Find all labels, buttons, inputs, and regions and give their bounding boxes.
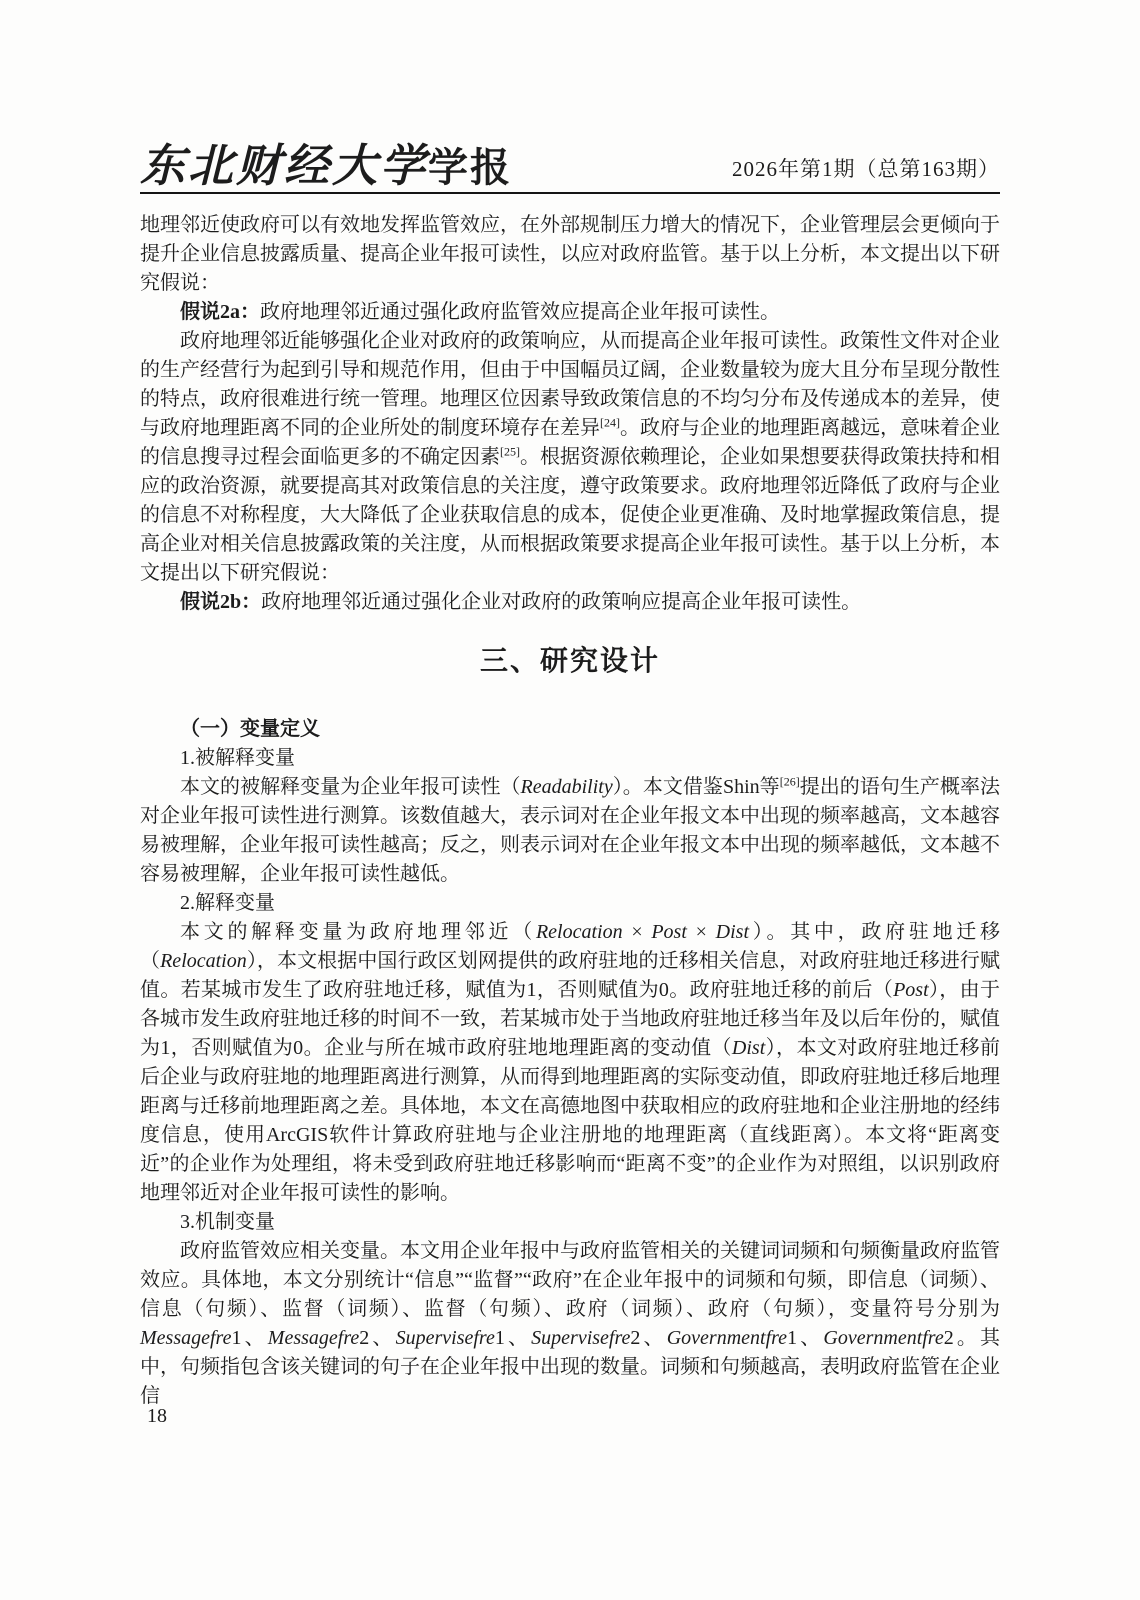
text-segment: Supervisefre	[531, 1327, 631, 1349]
text-segment: 1.被解释变量	[180, 747, 295, 769]
text-segment: Readability	[520, 776, 613, 798]
text-segment: Messagefre	[267, 1327, 360, 1349]
header-rule	[140, 192, 1000, 194]
text-segment: 提出的语句生产概率法对企业年报可读性进行测算。该数值越大，表示词对在企业年报文本中出现的频率越高，文本越容易被理解，企业年报可读性越高；反之，则表示词对在企业年报文本中出现的频率越低，文本越不容易被理解，企业年报可读性越低。	[140, 776, 1001, 885]
text-segment: 本文的被解释变量为企业年报可读性（	[180, 776, 521, 798]
paragraph	[140, 918, 1000, 1208]
paragraph	[140, 773, 1000, 889]
section-heading	[140, 642, 1000, 682]
text-segment: Governmentfre	[823, 1327, 944, 1349]
text-segment: 3.机制变量	[180, 1211, 275, 1233]
journal-logo-calligraphy: 东北财经大学	[140, 139, 429, 192]
text-segment: （一）变量定义	[180, 718, 320, 740]
text-segment: Supervisefre	[395, 1327, 495, 1349]
citation-ref: [26]	[779, 774, 800, 789]
text-segment: 。根据资源依赖理论，企业如果想要获得政策扶持和相应的政治资源，就要提高其对政策信息的关注度，遵守政策要求。政府地理邻近降低了政府与企业的信息不对称程度，大大降低了企业获取信息的成本，促使企业更准确、及时地掌握政策信息，提高企业对相关信息披露政策的关注度，从而根据政策要求提高企业年报可读性。基于以上分析，本文提出以下研究假说：	[140, 446, 1000, 584]
journal-logo-suffix: 学报	[428, 146, 513, 190]
text-segment: 假说2b：	[180, 591, 262, 613]
text-segment: 1、	[494, 1327, 532, 1349]
text-segment: ）。其中，政府驻地迁移（	[140, 921, 1001, 972]
text-segment: 2、	[359, 1327, 396, 1349]
text-segment: 本文的解释变量为政府地理邻近（	[180, 921, 536, 943]
citation-ref: [25]	[500, 444, 520, 459]
text-segment: 2、	[630, 1327, 667, 1349]
text-segment: Dist	[715, 921, 749, 943]
text-segment: Relocation	[160, 950, 247, 972]
paragraph	[140, 298, 1000, 327]
issue-info: 2026年第1期（总第163期）	[732, 157, 1000, 181]
text-segment: ），由于各城市发生政府驻地迁移的时间不一致，若某城市处于当地政府驻地迁移当年及以后年份的，赋值为1，否则赋值为0。企业与所在城市政府驻地地理距离的变动值（	[140, 979, 1000, 1059]
text-segment: 。政府与企业的地理距离越远，意味着企业的信息搜寻过程会面临更多的不确定因素	[140, 417, 1000, 468]
paragraph	[140, 211, 1000, 298]
masthead	[140, 130, 1000, 192]
text-segment: Post	[893, 979, 929, 1001]
text-segment: 政府地理邻近通过强化政府监管效应提高企业年报可读性。	[260, 301, 780, 323]
text-segment: ）。本文借鉴Shin等	[612, 776, 780, 798]
text-segment: 1、	[787, 1327, 824, 1349]
text-segment: 2.解释变量	[180, 892, 275, 914]
text-segment: ×	[622, 921, 652, 943]
text-segment: 三、研究设计	[479, 646, 660, 677]
text-segment: 1、	[231, 1327, 268, 1349]
text-segment: 政府地理邻近通过强化企业对政府的政策响应提高企业年报可读性。	[261, 591, 862, 613]
citation-ref: [24]	[600, 415, 620, 430]
paragraph	[140, 327, 1000, 588]
paragraph	[140, 889, 1000, 918]
paragraph	[140, 588, 1000, 617]
paragraph	[140, 1208, 1000, 1237]
text-segment: ），本文对政府驻地迁移前后企业与政府驻地的地理距离进行测算，从而得到地理距离的实际变动值，即政府驻地迁移后地理距离与迁移前地理距离之差。具体地，本文在高德地图中获取相应的政府驻地和企业注册地的经纬度信息，使用ArcGIS软件计算政府驻地与企业注册地的地理距离（直线距离）。本文将“距离变近”的企业作为处理组，将未受到政府驻地迁移影响而“距离不变”的企业作为对照组，以识别政府地理邻近对企业年报可读性的影响。	[140, 1037, 1001, 1204]
text-segment: 政府监管效应相关变量。本文用企业年报中与政府监管相关的关键词词频和句频衡量政府监管效应。具体地，本文分别统计“信息”“监督”“政府”在企业年报中的词频和句频，即信息（词频）、信息（句频）、监督（词频）、监督（句频）、政府（词频）、政府（句频），变量符号分别为	[140, 1240, 1000, 1320]
paragraph	[140, 1237, 1000, 1411]
subsection-heading	[140, 715, 1000, 744]
text-segment: Post	[651, 921, 687, 943]
text-segment: Messagefre	[140, 1327, 232, 1349]
journal-logo	[140, 139, 513, 192]
text-segment: Governmentfre	[666, 1327, 788, 1349]
text-segment: 2。其中，句频指包含该关键词的句子在企业年报中出现的数量。词频和句频越高，表明政府监管在企业信	[140, 1327, 1001, 1407]
article-body	[140, 211, 1000, 1411]
text-segment: ），本文根据中国行政区划网提供的政府驻地的迁移相关信息，对政府驻地迁移进行赋值。若某城市发生了政府驻地迁移，赋值为1，否则赋值为0。政府驻地迁移的前后（	[140, 950, 1001, 1001]
text-segment: 假说2a：	[180, 301, 260, 323]
text-segment: 政府地理邻近能够强化企业对政府的政策响应，从而提高企业年报可读性。政策性文件对企业的生产经营行为起到引导和规范作用，但由于中国幅员辽阔，企业数量较为庞大且分布呈现分散性的特点，政府很难进行统一管理。地理区位因素导致政策信息的不均匀分布及传递成本的差异，使与政府地理距离不同的企业所处的制度环境存在差异	[140, 330, 1000, 439]
text-segment: Dist	[731, 1037, 766, 1059]
paragraph	[140, 744, 1000, 773]
text-segment: Relocation	[535, 921, 623, 943]
page-number: 18	[147, 1405, 167, 1427]
text-segment: 地理邻近使政府可以有效地发挥监管效应，在外部规制压力增大的情况下，企业管理层会更倾向于提升企业信息披露质量、提高企业年报可读性，以应对政府监管。基于以上分析，本文提出以下研究假说：	[140, 214, 1000, 294]
text-segment: ×	[686, 921, 716, 943]
